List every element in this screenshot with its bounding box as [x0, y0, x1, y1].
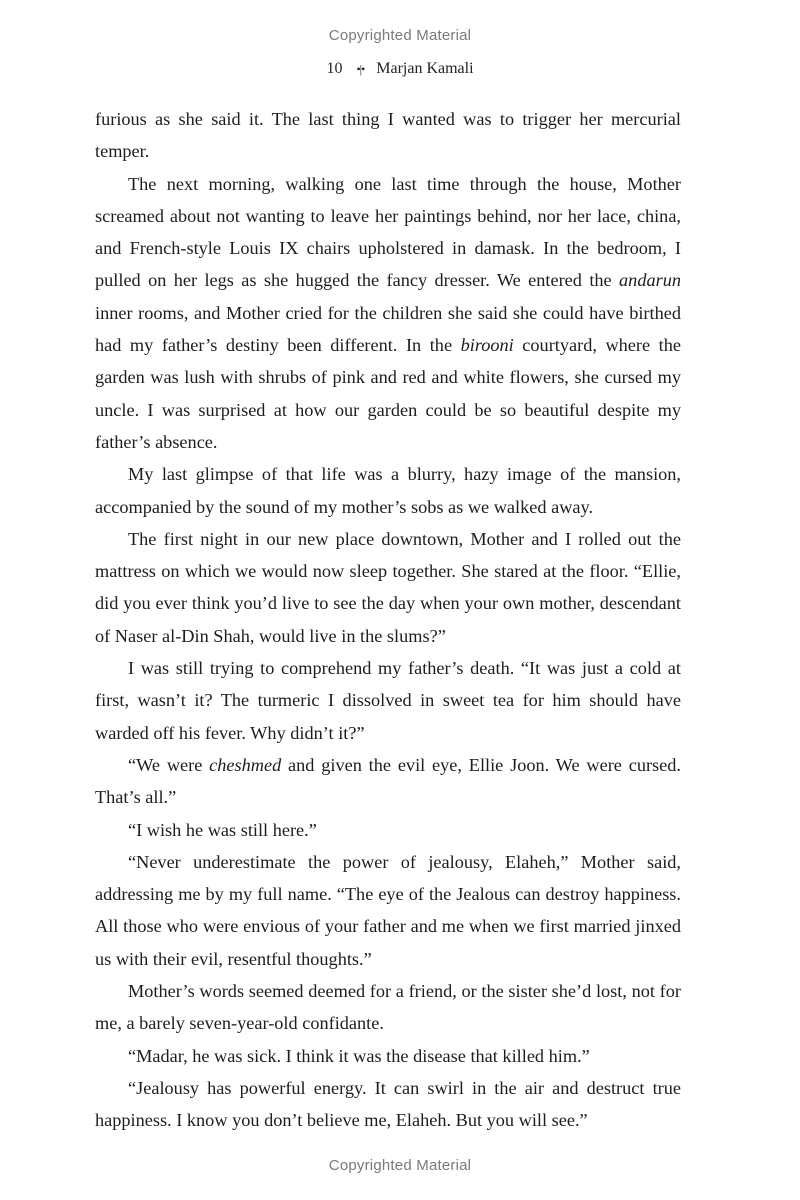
paragraph-6-part-a: “We were — [128, 754, 210, 775]
paragraph-2-part-c: courtyard, where the garden was lush with shrubs of pink and red and white flowers, she cursed my uncle. I was surprised at how our garden could be so beautiful despite my father’s absence. — [95, 335, 681, 452]
paragraph-1: furious as she said it. The last thing I wanted was to trigger her mercurial temper. — [95, 109, 681, 162]
paragraph-10: “Madar, he was sick. I think it was the disease that killed him.” — [128, 1045, 590, 1066]
paragraph-6-part-b: and given the evil eye, Ellie Joon. We were cursed. That’s all.” — [95, 754, 681, 808]
paragraph-9: Mother’s words seemed deemed for a friend, or the sister she’d lost, not for me, a barely seven-year-old confidante. — [95, 981, 681, 1034]
paragraph-3: My last glimpse of that life was a blurry, hazy image of the mansion, accompanied by the sound of my mother’s sobs as we walked away. — [95, 464, 681, 517]
italic-birooni: birooni — [460, 335, 514, 356]
paragraph-2-part-b: inner rooms, and Mother cried for the children she said she could have birthed had my father’s destiny been different. In the — [95, 302, 681, 356]
paragraph-5: I was still trying to comprehend my father’s death. “It was just a cold at first, wasn’t it? The turmeric I dissolved in sweet tea for him should have warded off his fever. Why didn’t it?” — [95, 658, 681, 743]
paragraph-7: “I wish he was still here.” — [128, 819, 317, 840]
ornament-icon: •|• — [356, 62, 365, 76]
italic-andarun: andarun — [619, 270, 681, 291]
running-head — [0, 60, 800, 78]
author-name: Marjan Kamali — [376, 60, 474, 77]
copyright-watermark-bottom: Copyrighted Material — [328, 1157, 472, 1174]
italic-cheshmed: cheshmed — [209, 754, 282, 775]
paragraph-4: The first night in our new place downtown, Mother and I rolled out the mattress on which we would now sleep together. She stared at the floor. “Ellie, did you ever think you’d live to see the day when your own mother, descendant of Naser al-Din Shah, would live in the slums?” — [95, 528, 681, 646]
paragraph-11: “Jealousy has powerful energy. It can swirl in the air and destruct true happiness. I know you don’t believe me, Elaheh. But you will see.” — [95, 1077, 681, 1131]
paragraph-2-part-a: The next morning, walking one last time through the house, Mother screamed about not wanting to leave her paintings behind, nor her lace, china, and French-style Louis IX chairs upholstered in damask. In the bedroom, I pulled on her legs as she hugged the fancy dresser. We entered the — [95, 173, 681, 291]
paragraph-8: “Never underestimate the power of jealousy, Elaheh,” Mother said, addressing me by my full name. “The eye of the Jealous can destroy happiness. All those who were envious of your father and me when we first married jinxed us with their evil, resentful thoughts.” — [95, 851, 681, 969]
paragraph-2 — [95, 168, 681, 459]
paragraph-6 — [95, 749, 681, 814]
body-text — [95, 103, 681, 1137]
page-number: 10 — [326, 60, 343, 77]
copyright-watermark-top: Copyrighted Material — [328, 27, 472, 44]
